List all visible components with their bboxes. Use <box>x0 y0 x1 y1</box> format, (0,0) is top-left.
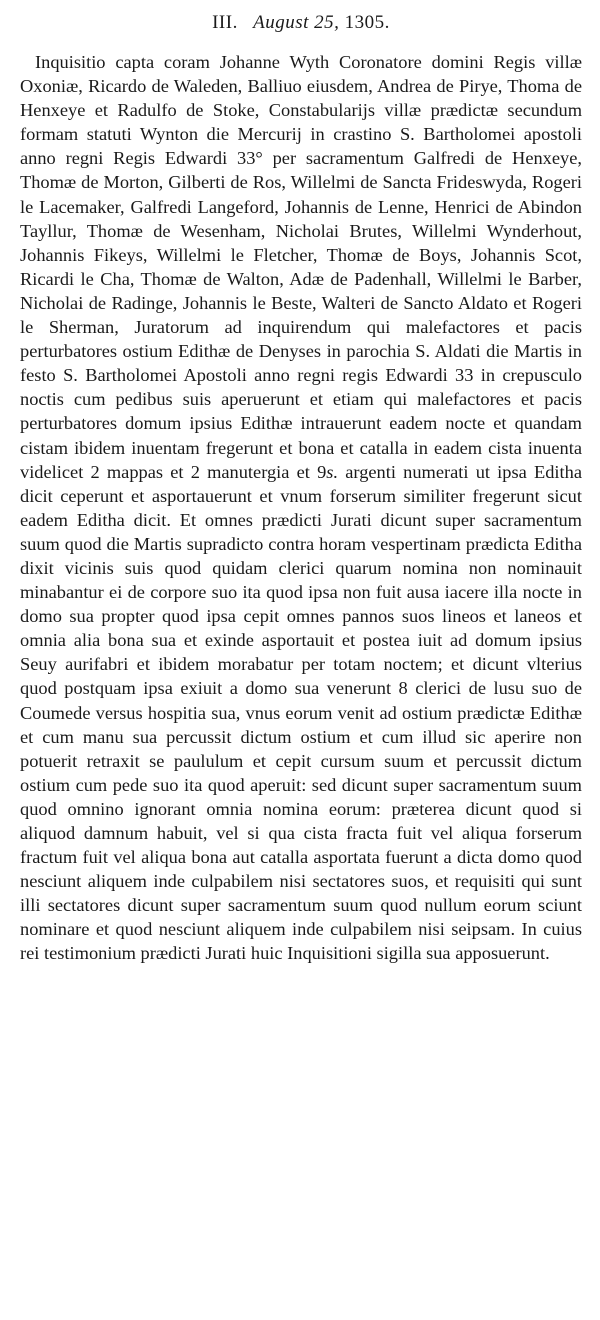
shillings-abbreviation: s. <box>326 461 339 482</box>
heading-date: August 25, <box>253 12 340 33</box>
inquisition-text-part-2: argenti numerati ut ipsa Editha dicit ceperunt et asportauerunt et vnum forserum similiter fregerunt sicut eadem Editha dicit. Et omnes prædicti Jurati dicunt super sacramentum suum quod die Martis supradicto contra horam vespertinam prædicta Editha dixit vicinis suis quod quidam clerici quarum nomina non nominauit minabantur ei de corpore suo ita quod ipsa non fuit ausa iacere illa nocte in domo sua propter quod ipsa cepit omnes pannos suos lineos et laneos et omnia alia bona sua et exinde asportauit et postea iuit ad domum ipsius Seuy aurifabri et ibidem morabatur per totam noctem; et dicunt vlterius quod postquam ipsa exiuit a domo sua venerunt 8 clerici de lusu suo de Coumede versus hospitia sua, vnus eorum venit ad ostium prædictæ Edithæ et cum manu sua percussit dictum ostium et cum illud sic aperire non potuerit retraxit se paululum et cepit cursum suum et percussit dictum ostium cum pede suo ita quod aperuit: sed dicunt super sacramentum suum quod omnino ignorant omnia nomina eorum: præterea dicunt quod si aliquod damnum habuit, vel si qua cista fracta fuit vel aliqua forserum fractum fuit vel aliqua bona aut catalla asportata fuerunt a dicta domo quod nesciunt aliquem inde culpabilem nisi sectatores suos, et requisiti qui sunt illi sectatores dicunt super sacramentum suum quod nullum eorum sciunt nominare et quod nesciunt aliquem inde culpabilem nisi seipsam. In cuius rei testimonium prædicti Jurati huic Inquisitioni sigilla sua apposuerunt. <box>20 461 582 964</box>
section-number: III. <box>212 12 238 33</box>
section-heading <box>20 10 582 36</box>
inquisition-text-part-1: Inquisitio capta coram Johanne Wyth Coronatore domini Regis villæ Oxoniæ, Ricardo de Waleden, Balliuo eiusdem, Andrea de Pirye, Thoma de Henxeye et Radulfo de Stoke, Constabularijs villæ prædictæ secundum formam statuti Wynton die Mercurij in crastino S. Bartholomei apostoli anno regni Regis Edwardi 33° per sacramentum Galfredi de Henxeye, Thomæ de Morton, Gilberti de Ros, Willelmi de Sancta Frideswyda, Rogeri le Lacemaker, Galfredi Langeford, Johannis de Lenne, Henrici de Abindon Tayllur, Thomæ de Wesenham, Nicholai Brutes, Willelmi Wynderhout, Johannis Fikeys, Willelmi le Fletcher, Thomæ de Boys, Johannis Scot, Ricardi le Cha, Thomæ de Walton, Adæ de Padenhall, Willelmi le Barber, Nicholai de Radinge, Johannis le Beste, Walteri de Sancto Aldato et Rogeri le Sherman, Juratorum ad inquirendum qui malefactores et pacis perturbatores ostium Edithæ de Denyses in parochia S. Aldati die Martis in festo S. Bartholomei Apostoli anno regni regis Edwardi 33 in crepusculo noctis cum pedibus suis aperuerunt et etiam qui malefactores et pacis perturbatores domum ipsius Edithæ intrauerunt eadem nocte et quandam cistam ibidem inuentam fregerunt et bona et catalla in eadem cista inuenta videlicet 2 mappas et 2 manutergia et 9 <box>20 52 582 482</box>
inquisition-text <box>20 50 582 966</box>
heading-year: 1305. <box>344 12 390 33</box>
